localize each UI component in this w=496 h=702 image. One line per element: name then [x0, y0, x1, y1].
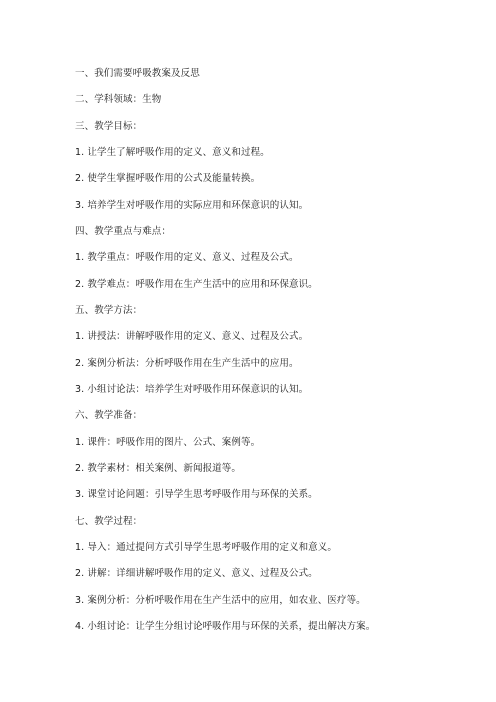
heading-methods: 五、教学方法： — [75, 304, 143, 316]
process-item: 4. 小组讨论：让学生分组讨论呼吸作用与环保的关系，提出解决方案。 — [75, 620, 376, 632]
process-item: 2. 讲解：详细讲解呼吸作用的定义、意义、过程及公式。 — [75, 568, 318, 580]
objective-item: 3. 培养学生对呼吸作用的实际应用和环保意识的认知。 — [75, 199, 309, 211]
heading-process: 七、教学过程： — [75, 515, 143, 527]
heading-subject: 二、学科领域：生物 — [75, 94, 162, 106]
method-item: 2. 案例分析法：分析呼吸作用在生产生活中的应用。 — [75, 357, 299, 369]
process-item: 1. 导入：通过提问方式引导学生思考呼吸作用的定义和意义。 — [75, 541, 337, 553]
heading-preparation: 六、教学准备： — [75, 410, 143, 422]
key-point-item: 2. 教学难点：呼吸作用在生产生活中的应用和环保意识。 — [75, 278, 318, 290]
heading-title: 一、我们需要呼吸教案及反思 — [75, 68, 200, 79]
preparation-item: 2. 教学素材：相关案例、新闻报道等。 — [75, 462, 241, 474]
objective-item: 1. 让学生了解呼吸作用的定义、意义和过程。 — [75, 146, 270, 158]
preparation-item: 3. 课堂讨论问题：引导学生思考呼吸作用与环保的关系。 — [75, 489, 318, 501]
method-item: 1. 讲授法：讲解呼吸作用的定义、意义、过程及公式。 — [75, 331, 309, 343]
heading-objectives: 三、教学目标： — [75, 120, 143, 132]
heading-key-points: 四、教学重点与难点： — [75, 225, 172, 237]
objective-item: 2. 使学生掌握呼吸作用的公式及能量转换。 — [75, 173, 261, 185]
document-body — [75, 66, 475, 645]
process-item: 3. 案例分析：分析呼吸作用在生产生活中的应用，如农业、医疗等。 — [75, 594, 366, 606]
method-item: 3. 小组讨论法：培养学生对呼吸作用环保意识的认知。 — [75, 383, 309, 395]
key-point-item: 1. 教学重点：呼吸作用的定义、意义、过程及公式。 — [75, 252, 299, 264]
preparation-item: 1. 课件：呼吸作用的图片、公式、案例等。 — [75, 436, 261, 448]
